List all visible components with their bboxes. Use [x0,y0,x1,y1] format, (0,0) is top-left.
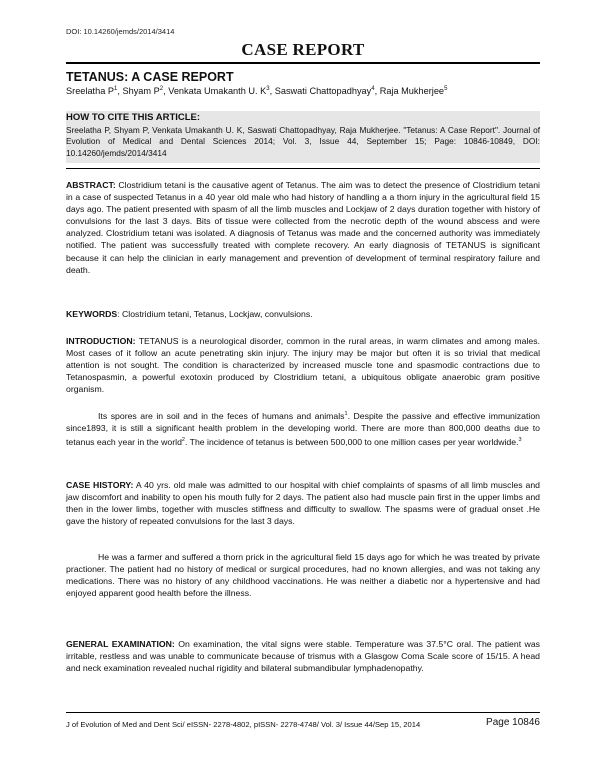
citation-heading: HOW TO CITE THIS ARTICLE: [66,112,201,123]
general-examination-paragraph [66,638,540,674]
abstract-paragraph [66,179,540,276]
case-report-banner: CASE REPORT [241,40,365,59]
doi-header: DOI: 10.14260/jemds/2014/3414 [66,27,175,36]
footer-journal-info: J of Evolution of Med and Dent Sci/ eISSN- 2278-4802, pISSN- 2278-4748/ Vol. 3/ Issue 44/Sep 15, 2014 [66,720,421,729]
author-name: Shyam P [122,86,160,97]
case-history-text: A 40 yrs. old male was admitted to our hospital with chief complaints of spasms of all limb muscles and jaw discomfort and inability to open his mouth fully for 2 days. The patient also had muscle pain first in the upper limbs and then in the lower limbs, together with muscles stiffness and difficulty to swallow. The spasms were of gradual onset .He gave the history of repeated convulsions for the last 3 days. [66,480,541,527]
citation-mark: 1 [344,411,348,417]
introduction-text: TETANUS is a neurological disorder, common in the rural areas, in warm climates and among males. Most cases of it follow an acute penetrating skin injury. The injury may be major but often it is so trivial that medical attention is not sought. The condition is characterized by increased muscle tone and spasmodic contractions due to Tetanospasmin, a powerful exotoxin produced by Clostridium tetani, a ubiquitous obligate anaerobic gram positive organism. [66,336,540,395]
author-name: Sreelatha P [66,86,115,97]
header-rule [66,62,540,64]
case-history-paragraph-2 [66,551,540,599]
citation-rule [66,168,540,169]
general-examination-label: GENERAL EXAMINATION: [66,639,175,649]
page-number: Page 10846 [486,717,540,728]
citation-text: Sreelatha P, Shyam P, Venkata Umakanth U. K, Saswati Chattopadhyay, Raja Mukherjee. "Tetanus: A Case Report". Journal of Evolution of Medical and Dental Sciences 2014; Vol. 3, Issue 44, September 15; Page: 10846-10849, DOI: 10.14260/jemds/2014/3414 [66,125,540,158]
case-history-paragraph [66,479,540,527]
introduction-text: . Despite the passive and effective immunization since1893, it is still a significant health problem in the developing world. There are more than 800,000 deaths due to tetanus each year in the world [66,410,540,447]
author-affiliation-mark: 1 [114,86,118,92]
author-name: Venkata Umakanth U. K [168,86,267,97]
keywords-text: : Clostridium tetani, Tetanus, Lockjaw, convulsions. [117,309,313,319]
author-list: Sreelatha $P^1$, Shyam $P^2$, Venkata Umakanth U. $K^3$, Saswati Chattopadhyay$^4$, Raja Mukherjee$^5$ [66,86,448,97]
abstract-label: ABSTRACT: [66,180,116,190]
general-examination-text: On examination, the vital signs were stable. Temperature was 37.5°C oral. The patient was irritable, restless and was unable to communicate because of trismus with a Glasgow Coma Scale score of 15/15. A head and neck examination revealed nuchal rigidity and bilateral submandibular lymphadenopathy. [66,639,541,674]
author-affiliation-mark: 4 [371,86,375,92]
introduction-text: Its spores are in soil and in the feces of humans and animals [98,410,345,421]
article-title: TETANUS: A CASE REPORT [66,70,234,84]
citation-mark: 3 [518,437,522,444]
citation-mark: 2 [181,437,185,444]
author-name: Raja Mukherjee [379,86,445,97]
introduction-paragraph-2 [66,408,540,448]
introduction-label: INTRODUCTION: [66,336,136,346]
introduction-paragraph [66,335,540,395]
introduction-text: . The incidence of tetanus is between 500,000 to one million cases per year worldwide. [184,436,519,447]
abstract-text: Clostridium tetani is the causative agent of Tetanus. The aim was to detect the presence of Clostridium tetani in a case of suspected Tetanus in a 40 year old male who had history of handling a a thorn injury in the agricultural field 15 days ago. The patient presented with spasm of all the limb muscles and Lockjaw of 2 days duration together with history of convulsions for the last 3 days. Bits of tissue were collected from the necrotic depth of the wound abscess and were analyzed. Clostridium tetani was isolated. A diagnosis of Tetanus was made and the concerned authority was immediately notified. The patient was successfully treated with complete recovery. An early diagnosis of TETANUS is significant because it can help the clinician in early management and prevention of development of terminal respiratory failure and death. [66,180,540,275]
footer-rule [66,712,540,713]
case-history-text: He was a farmer and suffered a thorn prick in the agricultural field 15 days ago for which he was treated by private practioner. The patient had no history of medical or surgical procedures, had no known allergies, and was not taking any medications. There was no history of any childhood vaccinations. He was neither a diabetic nor a hypertensive and had enjoyed apparent good health before the illness. [66,552,540,599]
case-history-label: CASE HISTORY: [66,480,134,490]
author-affiliation-mark: 2 [159,86,164,92]
keywords-label: KEYWORDS [66,309,118,319]
author-affiliation-mark: 3 [266,86,270,92]
author-name: Saswati Chattopadhyay [274,86,372,97]
keywords-paragraph [66,308,540,320]
author-affiliation-mark: 5 [444,86,448,92]
